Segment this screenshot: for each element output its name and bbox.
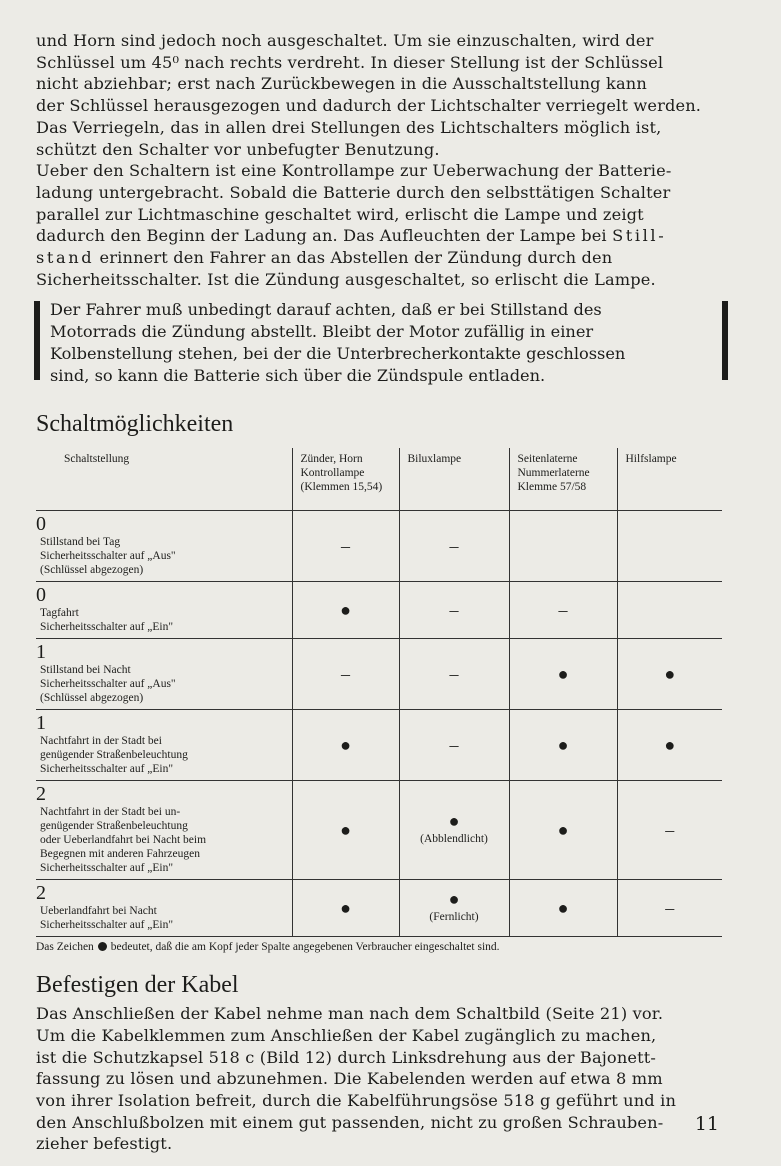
kabel-line: den Anschlußbolzen mit einem gut passenden, nicht zu großen Schrauben- <box>36 1112 664 1132</box>
bilux-mode: (Abblendlicht) <box>420 833 488 846</box>
table-row <box>36 582 722 639</box>
header-bilux: Biluxlampe <box>399 448 509 511</box>
intro-line: nicht abziehbar; erst nach Zurückbewegen in die Ausschaltstellung kann <box>36 74 647 94</box>
state-mark: ● <box>664 664 676 685</box>
note-paragraph <box>50 299 710 386</box>
row-stellung <box>36 880 292 937</box>
table-row <box>36 880 722 937</box>
warning-note <box>36 299 722 386</box>
row-desc-line: Sicherheitsschalter auf „Ein" <box>40 919 174 932</box>
cell-bilux <box>399 639 509 710</box>
kabel-line: von ihrer Isolation befreit, durch die Kabelführungsöse 518 g geführt und in <box>36 1091 677 1111</box>
row-desc-line: Sicherheitsschalter auf „Ein" <box>40 862 174 875</box>
row-stellung <box>36 582 292 639</box>
header-seitenlaterne <box>509 448 617 511</box>
table-header-row <box>36 448 722 511</box>
row-desc-line: Nachtfahrt in der Stadt bei <box>40 735 162 748</box>
cell-bilux <box>399 582 509 639</box>
kabel-line: Das Anschließen der Kabel nehme man nach dem Schaltbild (Seite 21) vor. <box>36 1004 664 1024</box>
row-number: 1 <box>36 712 46 735</box>
row-desc-line: Stillstand bei Nacht <box>40 664 131 677</box>
intro-line: Ueber den Schaltern ist eine Kontrollampe zur Ueberwachung der Batterie- <box>36 161 672 181</box>
cell-bilux <box>399 710 509 781</box>
page-content <box>36 30 722 1155</box>
row-desc-line: Sicherheitsschalter auf „Ein" <box>40 763 174 776</box>
intro-line: ladung untergebracht. Sobald die Batterie durch den selbsttätigen Schalter <box>36 182 671 202</box>
state-mark: – <box>665 820 675 841</box>
header-zuender <box>292 448 399 511</box>
cell-zuender <box>292 639 399 710</box>
row-stellung <box>36 639 292 710</box>
state-mark: ● <box>340 820 351 841</box>
row-number: 1 <box>36 641 46 664</box>
header-line: (Klemmen 15,54) <box>300 481 383 494</box>
cell-seitenlaterne <box>509 511 617 582</box>
emphasis-text: Still- <box>612 226 667 246</box>
row-stellung <box>36 781 292 880</box>
header-line: Nummerlaterne <box>517 467 590 480</box>
row-desc-line: Stillstand bei Tag <box>40 536 121 549</box>
page-number: 11 <box>694 1113 719 1135</box>
kabel-line: ist die Schutzkapsel 518 c (Bild 12) durch Linksdrehung aus der Bajonett- <box>36 1047 657 1067</box>
row-desc-line: (Schlüssel abgezogen) <box>40 692 144 705</box>
state-mark: – <box>449 664 459 685</box>
intro-line: der Schlüssel herausgezogen und dadurch der Lichtschalter verriegelt werden. <box>36 96 702 116</box>
kabel-line: fassung zu lösen und abzunehmen. Die Kabelenden werden auf etwa 8 mm <box>36 1069 663 1089</box>
cell-zuender <box>292 781 399 880</box>
header-schaltstellung: Schaltstellung <box>64 453 130 466</box>
state-mark: – <box>558 600 568 621</box>
state-mark: ● <box>448 811 460 832</box>
row-number: 2 <box>36 783 46 806</box>
emphasis-text: stand <box>36 248 95 268</box>
dot-icon <box>98 942 107 951</box>
state-mark: – <box>665 898 675 919</box>
state-mark: – <box>341 664 350 685</box>
row-desc-line: Sicherheitsschalter auf „Aus" <box>40 550 176 563</box>
intro-line: erinnert den Fahrer an das Abstellen der Zündung durch den <box>94 248 613 268</box>
row-desc-line: Sicherheitsschalter auf „Ein" <box>40 621 174 634</box>
cell-bilux <box>399 511 509 582</box>
intro-line: und Horn sind jedoch noch ausgeschaltet. Um sie einzuschalten, wird der <box>36 31 654 50</box>
state-mark: ● <box>340 600 351 621</box>
state-mark: ● <box>557 898 569 919</box>
cell-hilfslampe <box>617 781 722 880</box>
header-hilfslampe: Hilfslampe <box>617 448 722 511</box>
intro-paragraph <box>36 30 722 290</box>
table-row <box>36 781 722 880</box>
state-mark: ● <box>557 820 569 841</box>
state-mark: ● <box>448 889 460 910</box>
intro-line: Sicherheitsschalter. Ist die Zündung ausgeschaltet, so erlischt die Lampe. <box>36 269 656 289</box>
cell-zuender <box>292 511 399 582</box>
cell-zuender <box>292 880 399 937</box>
cell-bilux <box>399 880 509 937</box>
row-number: 2 <box>36 882 46 905</box>
legend-text: bedeutet, daß die am Kopf jeder Spalte angegebenen Verbraucher eingeschaltet sind. <box>110 941 500 954</box>
header-line: Seitenlaterne <box>517 453 578 466</box>
cell-hilfslampe <box>617 582 722 639</box>
bilux-mode: (Fernlicht) <box>429 911 479 924</box>
state-mark: ● <box>340 898 351 919</box>
kabel-line: Um die Kabelklemmen zum Anschließen der Kabel zugänglich zu machen, <box>36 1025 657 1045</box>
header-line: Zünder, Horn <box>300 453 363 466</box>
table-legend <box>36 941 722 953</box>
state-mark: ● <box>664 735 676 756</box>
legend-text: Das Zeichen <box>36 941 94 954</box>
intro-line: Schlüssel um 45⁰ nach rechts verdreht. In dieser Stellung ist der Schlüssel <box>36 52 664 72</box>
intro-line: parallel zur Lichtmaschine geschaltet wird, erlischt die Lampe und zeigt <box>36 204 644 224</box>
cell-seitenlaterne <box>509 639 617 710</box>
row-stellung <box>36 710 292 781</box>
section-heading-schaltmoeglichkeiten: Schaltmöglichkeiten <box>36 411 234 438</box>
row-desc-line: Tagfahrt <box>40 607 79 620</box>
row-desc-line: Ueberlandfahrt bei Nacht <box>40 905 157 918</box>
row-desc-line: Sicherheitsschalter auf „Aus" <box>40 678 176 691</box>
cell-bilux <box>399 781 509 880</box>
row-stellung <box>36 511 292 582</box>
table-row <box>36 639 722 710</box>
cell-zuender <box>292 710 399 781</box>
intro-line: Das Verriegeln, das in allen drei Stellungen des Lichtschalters möglich ist, <box>36 117 662 137</box>
section-heading-kabel: Befestigen der Kabel <box>36 972 239 999</box>
note-line: sind, so kann die Batterie sich über die Zündspule entladen. <box>50 365 546 385</box>
header-line: Kontrollampe <box>300 467 365 480</box>
cell-hilfslampe <box>617 710 722 781</box>
cell-hilfslampe <box>617 880 722 937</box>
cell-zuender <box>292 582 399 639</box>
cell-seitenlaterne <box>509 880 617 937</box>
intro-line: dadurch den Beginn der Ladung an. Das Aufleuchten der Lampe bei <box>36 226 607 246</box>
row-desc-line: (Schlüssel abgezogen) <box>40 564 144 577</box>
row-desc-line: genügender Straßenbeleuchtung <box>40 749 188 762</box>
note-line: Der Fahrer muß unbedingt darauf achten, daß er bei Stillstand des <box>50 300 602 320</box>
state-mark: ● <box>340 735 351 756</box>
kabel-line: zieher befestigt. <box>36 1134 173 1154</box>
cell-seitenlaterne <box>509 781 617 880</box>
state-mark: – <box>449 536 459 557</box>
cell-seitenlaterne <box>509 582 617 639</box>
note-bar-left <box>34 301 40 380</box>
row-desc-line: Nachtfahrt in der Stadt bei un- <box>40 806 181 819</box>
row-desc-line: oder Ueberlandfahrt bei Nacht beim <box>40 834 207 847</box>
cell-hilfslampe <box>617 639 722 710</box>
note-line: Kolbenstellung stehen, bei der die Unterbrecherkontakte geschlossen <box>50 343 626 363</box>
state-mark: ● <box>557 735 569 756</box>
switch-table <box>36 448 722 937</box>
cell-hilfslampe <box>617 511 722 582</box>
note-line: Motorrads die Zündung abstellt. Bleibt der Motor zufällig in einer <box>50 322 594 342</box>
row-number: 0 <box>36 513 46 536</box>
row-number: 0 <box>36 584 46 607</box>
table-row <box>36 511 722 582</box>
state-mark: – <box>449 600 459 621</box>
kabel-paragraph <box>36 1003 722 1155</box>
row-desc-line: genügender Straßenbeleuchtung <box>40 820 188 833</box>
cell-seitenlaterne <box>509 710 617 781</box>
state-mark: ● <box>557 664 569 685</box>
state-mark: – <box>341 536 350 557</box>
state-mark: – <box>449 735 459 756</box>
intro-line: schützt den Schalter vor unbefugter Benutzung. <box>36 139 440 159</box>
header-line: Klemme 57/58 <box>517 481 587 494</box>
note-bar-right <box>722 301 728 380</box>
table-row <box>36 710 722 781</box>
row-desc-line: Begegnen mit anderen Fahrzeugen <box>40 848 200 861</box>
